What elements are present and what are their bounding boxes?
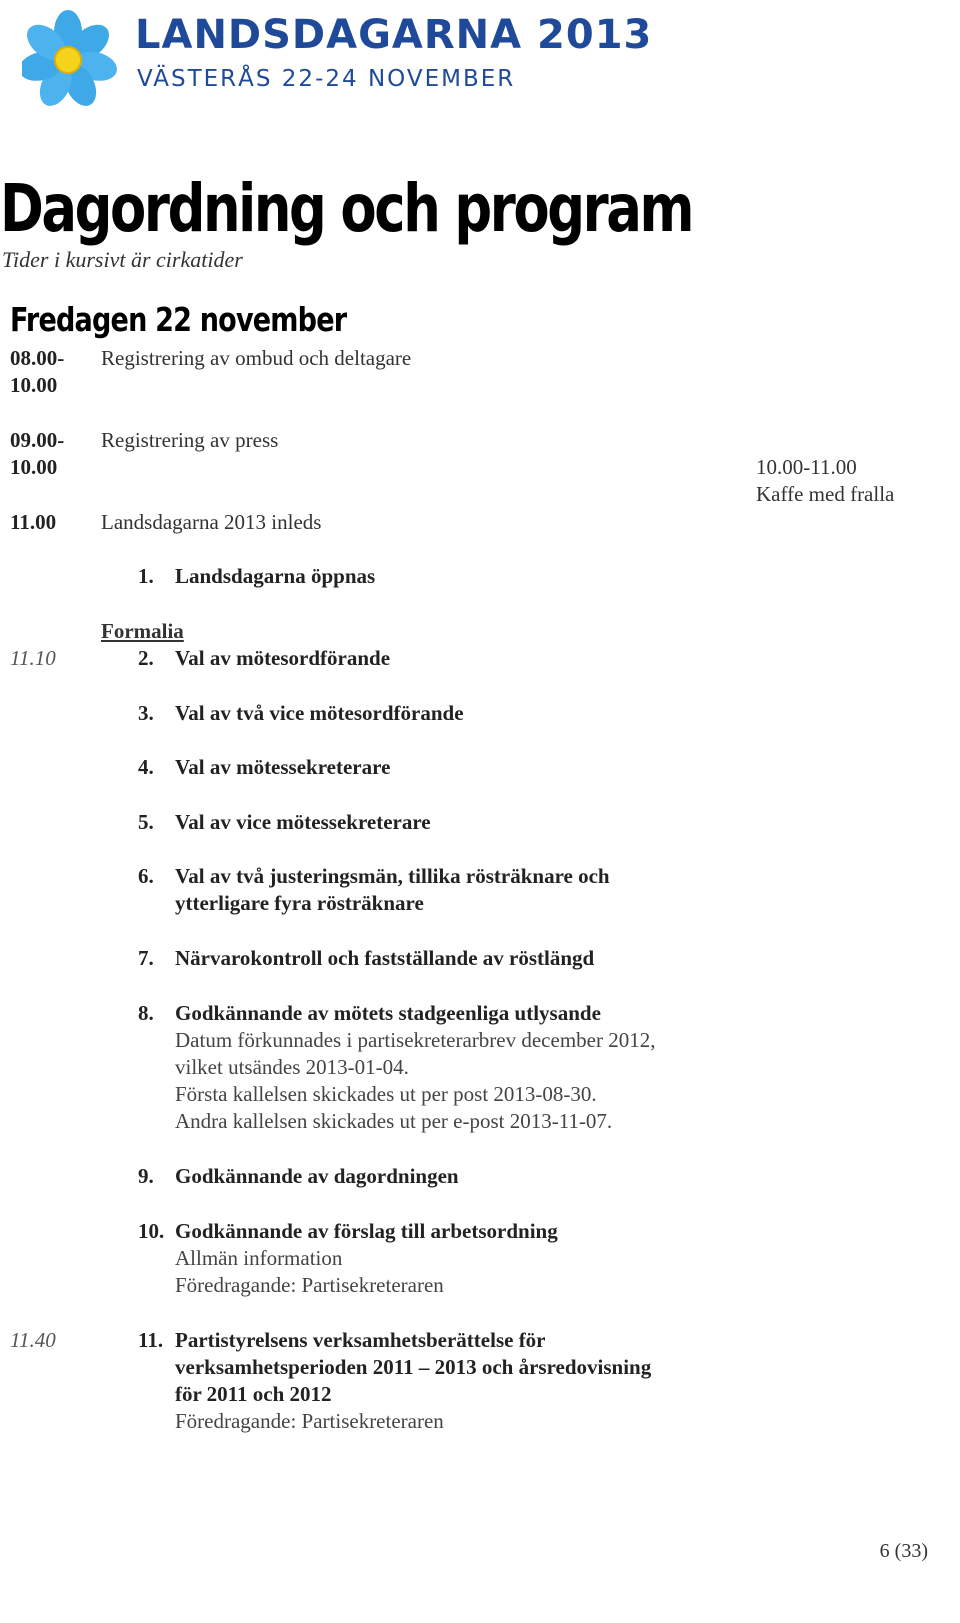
event-logo [22, 4, 653, 108]
blue-flower-icon [22, 4, 126, 108]
page-title: Dagordning och program [0, 170, 693, 247]
agenda-title: Godkännande av dagordningen [175, 1164, 459, 1188]
coffee-text: Kaffe med fralla [756, 482, 895, 506]
agenda-title: Val av två justeringsmän, tillika rösträknare och [175, 864, 610, 888]
agenda-title: verksamhetsperioden 2011 – 2013 och årsredovisning [175, 1355, 652, 1379]
agenda-note: Andra kallelsen skickades ut per e-post 2013-11-07. [175, 1109, 613, 1133]
agenda-number: 4. [138, 755, 154, 779]
agenda-title: Val av mötesordförande [175, 646, 391, 670]
logo-subtitle: VÄSTERÅS 22-24 NOVEMBER [137, 66, 516, 92]
page-number: 6 (33) [879, 1540, 928, 1562]
agenda-number: 11. [138, 1328, 164, 1352]
agenda-title: Godkännande av mötets stadgeenliga utlysande [175, 1001, 601, 1025]
agenda-note: Föredragande: Partisekreteraren [175, 1273, 444, 1297]
schedule-time: 09.00- [10, 428, 65, 452]
agenda-number: 1. [138, 564, 154, 588]
logo-title: LANDSDAGARNA 2013 [135, 12, 653, 58]
agenda-note: Första kallelsen skickades ut per post 2013-08-30. [175, 1082, 597, 1106]
schedule-text: Landsdagarna 2013 inleds [101, 510, 322, 534]
page-subtitle: Tider i kursivt är cirkatider [2, 247, 243, 272]
coffee-time: 10.00-11.00 [756, 455, 857, 479]
agenda-note: Föredragande: Partisekreteraren [175, 1409, 444, 1433]
agenda-title: ytterligare fyra rösträknare [175, 891, 424, 915]
agenda-title: Partistyrelsens verksamhetsberättelse för [175, 1328, 546, 1352]
agenda-title: Närvarokontroll och fastställande av röstlängd [175, 946, 595, 970]
schedule-time: 08.00- [10, 346, 65, 370]
agenda-number: 6. [138, 864, 154, 888]
agenda-note: vilket utsändes 2013-01-04. [175, 1055, 409, 1079]
agenda-title: Val av vice mötessekreterare [175, 810, 431, 834]
agenda-title: Godkännande av förslag till arbetsordning [175, 1219, 558, 1243]
section-label-formalia: Formalia [101, 619, 184, 643]
agenda-number: 5. [138, 810, 154, 834]
agenda-number: 9. [138, 1164, 154, 1188]
agenda-title: för 2011 och 2012 [175, 1382, 332, 1406]
schedule-time: 11.00 [10, 510, 57, 534]
agenda-title: Val av mötessekreterare [175, 755, 391, 779]
agenda-note: Datum förkunnades i partisekreterarbrev december 2012, [175, 1028, 656, 1052]
agenda-number: 10. [138, 1219, 165, 1243]
day-heading: Fredagen 22 november [10, 300, 347, 339]
agenda-number: 7. [138, 946, 154, 970]
schedule-text: Registrering av ombud och deltagare [101, 346, 412, 370]
agenda-title: Val av två vice mötesordförande [175, 701, 464, 725]
approx-time: 11.10 [10, 646, 56, 670]
agenda-note: Allmän information [175, 1246, 343, 1270]
agenda-number: 2. [138, 646, 154, 670]
agenda-number: 3. [138, 701, 154, 725]
schedule-time: 10.00 [10, 373, 58, 397]
agenda-number: 8. [138, 1001, 154, 1025]
approx-time: 11.40 [10, 1328, 56, 1352]
schedule-time: 10.00 [10, 455, 58, 479]
schedule-text: Registrering av press [101, 428, 279, 452]
agenda-title: Landsdagarna öppnas [175, 564, 376, 588]
